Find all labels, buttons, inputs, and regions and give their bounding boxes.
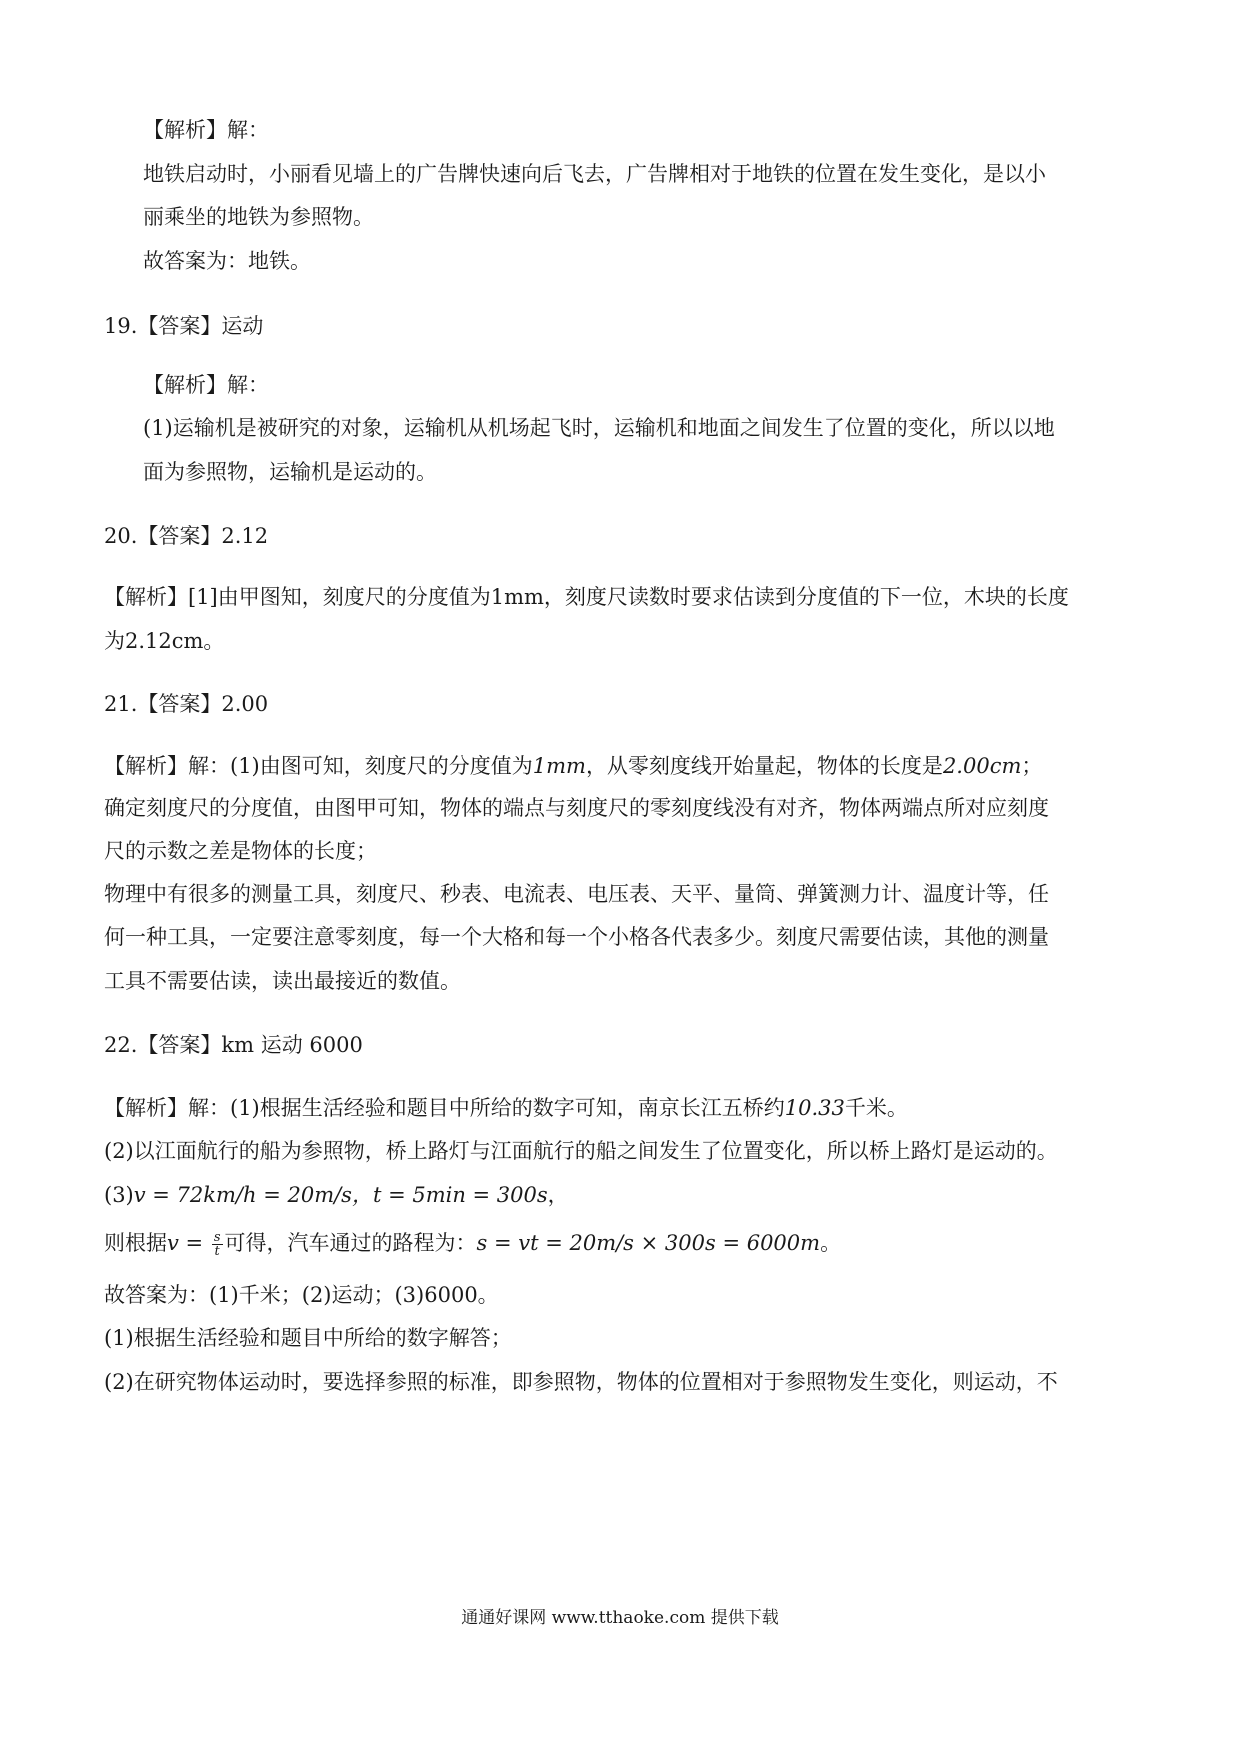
q19-analysis-label: 【解析】解： <box>143 373 269 397</box>
q21-division-value: 1mm <box>532 754 586 778</box>
q22-analysis-line-7: (2)在研究物体运动时，要选择参照的标准，即参照物，物体的位置相对于参照物发生变化，则运动，不 <box>104 1370 1058 1394</box>
page-footer: 通通好课网 www.tthaoke.com 提供下载 <box>461 1608 779 1628</box>
q22-line1-prefix: 【解析】解：(1)根据生活经验和题目中所给的数字可知，南京长江五桥约 <box>104 1096 785 1120</box>
q22-analysis-line-6: (1)根据生活经验和题目中所给的数字解答； <box>104 1326 512 1350</box>
q21-analysis-line-3: 尺的示数之差是物体的长度； <box>104 839 377 863</box>
q22-line3-suffix: ， <box>547 1183 569 1207</box>
q21-analysis-line-2: 确定刻度尺的分度值，由图甲可知，物体的端点与刻度尺的零刻度线没有对齐，物体两端点所对应刻度 <box>104 796 1049 820</box>
q22-line4-suffix: 。 <box>820 1231 842 1255</box>
q19-analysis-line-2: 面为参照物，运输机是运动的。 <box>143 460 437 484</box>
q22-analysis-line-1 <box>104 1093 908 1123</box>
q22-fraction-numerator: s <box>213 1230 221 1245</box>
q22-distance-formula: s = vt = 20m/s × 300s = 6000m <box>476 1231 821 1255</box>
q22-analysis-line-5: 故答案为：(1)千米；(2)运动；(3)6000。 <box>104 1283 499 1307</box>
q22-analysis-line-3 <box>104 1180 569 1210</box>
q22-fraction <box>212 1231 223 1258</box>
q19-answer-header: 19.【答案】运动 <box>104 314 264 338</box>
q20-analysis-line-1: 【解析】[1]由甲图知，刻度尺的分度值为1mm，刻度尺读数时要求估读到分度值的下一位，木块的长度 <box>104 585 1069 609</box>
q21-line1-suffix: ； <box>1021 754 1043 778</box>
q20-analysis-line-2: 为2.12cm。 <box>104 629 225 653</box>
q22-line4-mid: 可得，汽车通过的路程为： <box>224 1231 477 1255</box>
q22-bridge-length: 10.33 <box>784 1096 845 1120</box>
q22-line1-suffix: 千米。 <box>844 1096 908 1120</box>
q18-analysis-line-2: 丽乘坐的地铁为参照物。 <box>143 205 374 229</box>
q22-speed-time-formula: v = 72km/h = 20m/s，t = 5min = 300s <box>133 1183 548 1207</box>
q18-analysis-line-1: 地铁启动时，小丽看见墙上的广告牌快速向后飞去，广告牌相对于地铁的位置在发生变化，是以小 <box>143 162 1046 186</box>
q19-analysis-line-1: (1)运输机是被研究的对象，运输机从机场起飞时，运输机和地面之间发生了位置的变化，所以以地 <box>143 416 1055 440</box>
q21-line1-prefix: 【解析】解：(1)由图可知，刻度尺的分度值为 <box>104 754 533 778</box>
q22-line4-prefix: 则根据 <box>104 1231 167 1255</box>
q21-analysis-line-5: 何一种工具，一定要注意零刻度，每一个大格和每一个小格各代表多少。刻度尺需要估读，其他的测量 <box>104 925 1049 949</box>
q22-analysis-line-4 <box>104 1228 841 1258</box>
q22-line3-prefix: (3) <box>104 1183 134 1207</box>
q18-analysis-label: 【解析】解： <box>143 118 269 142</box>
q21-answer-header: 21.【答案】2.00 <box>104 692 269 716</box>
q21-line1-mid: ，从零刻度线开始量起，物体的长度是 <box>585 754 943 778</box>
q21-analysis-line-1 <box>104 751 1042 781</box>
q21-analysis-line-4: 物理中有很多的测量工具，刻度尺、秒表、电流表、电压表、天平、量筒、弹簧测力计、温度计等，任 <box>104 882 1049 906</box>
q22-velocity-symbol: v = <box>167 1231 204 1255</box>
q21-length-value: 2.00cm <box>942 754 1022 778</box>
q22-answer-header: 22.【答案】km 运动 6000 <box>104 1033 363 1057</box>
q20-answer-header: 20.【答案】2.12 <box>104 524 269 548</box>
q21-analysis-line-6: 工具不需要估读，读出最接近的数值。 <box>104 969 461 993</box>
q22-fraction-denominator: t <box>214 1244 220 1259</box>
q22-analysis-line-2: (2)以江面航行的船为参照物，桥上路灯与江面航行的船之间发生了位置变化，所以桥上路灯是运动的。 <box>104 1139 1058 1163</box>
q18-answer-line: 故答案为：地铁。 <box>143 249 311 273</box>
